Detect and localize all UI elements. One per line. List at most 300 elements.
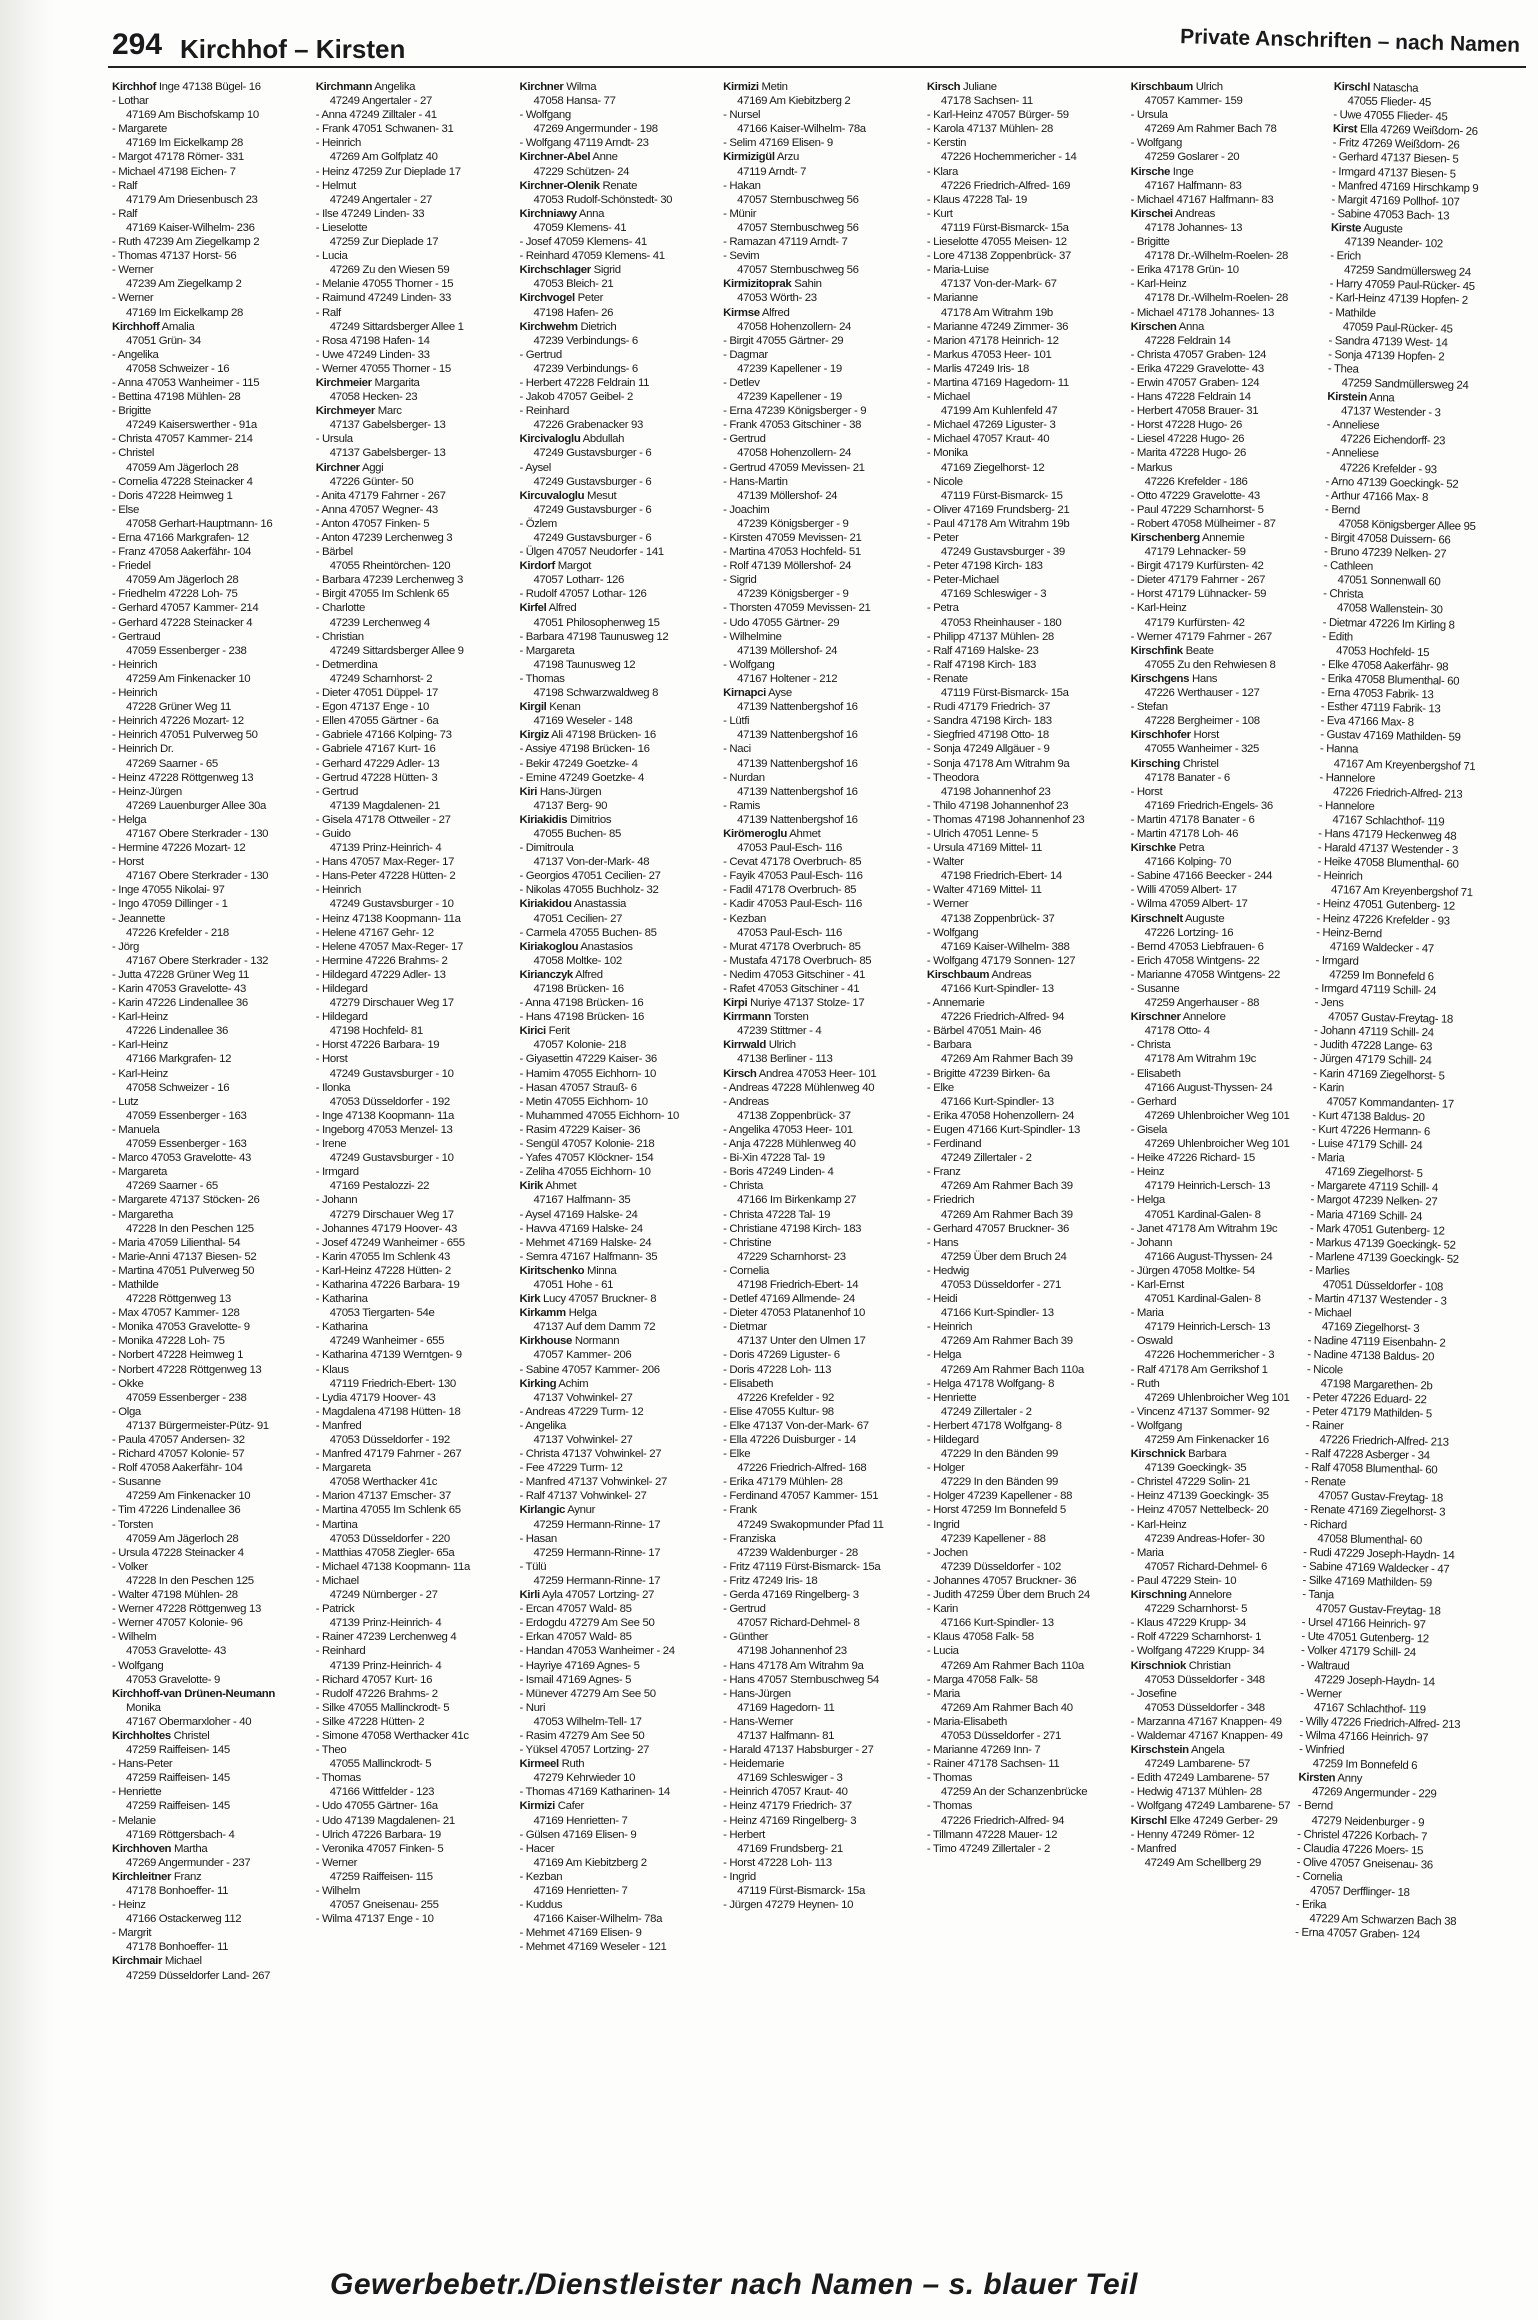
surname: Kirici [519,1025,546,1038]
household-member-entry: - Hans 47198 Brücken- 16 [519,1011,645,1024]
household-member-entry: - Helmut [315,179,356,192]
household-member-entry: - Olive 47057 Gneisenau- 36 [1296,1856,1434,1872]
household-member-entry: - Vincenz 47137 Sommer- 92 [1130,1405,1270,1418]
address-line: 47229 Am Schwarzen Bach 38 [1309,1913,1457,1929]
address-line: 47228 In den Peschen 125 [126,1222,254,1235]
household-member-entry: - Barbara 47198 Taunusweg 12 [519,630,669,643]
entry-details: Christian [1185,1659,1231,1672]
surname-entry [519,1306,717,1320]
entry-details: Ali 47198 Brücken- 16 [548,729,656,742]
household-member-entry: - Sonja 47178 Am Witrahm 9a [926,757,1070,770]
surname-entry [519,728,717,742]
address-line: 47057 Derfflinger- 18 [1310,1884,1410,1899]
surname: Kirsching [1130,757,1180,770]
address-line: 47239 Kapellener - 19 [737,391,842,404]
household-member-entry: - Rafet 47053 Gitschiner - 41 [723,983,860,995]
household-member-entry: - Bärbel [315,546,353,559]
surname: Kirschniok [1130,1659,1186,1672]
household-member-entry: - Fayik 47053 Paul-Esch- 116 [723,870,863,883]
household-member-entry: - Michael 47167 Halfmann- 83 [1130,193,1274,206]
household-member-entry: - Christa [723,1180,764,1193]
address-line: 47269 Am Rahmer Bach 110a [940,1659,1084,1672]
address-line: 47179 Heinrich-Lersch- 13 [1144,1321,1271,1334]
surname: Kiriakidou [519,898,572,911]
address-line: 47239 Andreas-Hofer- 30 [1144,1532,1265,1545]
entry-details: Normann [572,1335,620,1348]
address-line: 47269 Angermunder - 229 [1312,1786,1437,1801]
household-member-entry: - Ramis [723,799,760,812]
household-member-entry: - Ralf [315,306,341,319]
address-line: 47057 Gneisenau- 255 [329,1899,439,1912]
surname-entry [723,150,921,164]
address-line: 47169 Am Bischofskamp 10 [126,109,259,122]
address-line: 47166 Kolping- 70 [1144,856,1232,869]
household-member-entry: - Christa 47057 Kammer- 214 [112,433,253,446]
surname: Kirschei [1130,207,1173,220]
household-member-entry: - Marco 47053 Gravelotte- 43 [112,1152,251,1165]
surname-entry [723,996,921,1010]
address-line: 47169 Kaiser-Wilhelm- 236 [126,221,255,234]
household-member-entry: - Ella 47226 Duisburger - 14 [723,1434,856,1446]
household-member-entry: - Erdogdu 47279 Am See 50 [519,1617,655,1630]
entry-details: Anna [1367,391,1395,405]
address-line: 47229 In den Bänden 99 [940,1476,1058,1489]
household-member-entry: - Veronika 47057 Finken- 5 [315,1842,444,1855]
household-member-entry: - Jürgen 47279 Heynen- 10 [723,1899,854,1912]
household-member-entry: - Anneliese [1326,447,1380,461]
address-line: 47198 Hochfeld- 81 [329,1025,423,1038]
household-member-entry: - Gertrud [519,348,562,361]
household-member-entry: - Martina 47055 Im Schlenk 65 [315,1504,461,1517]
surname: Kirfel [519,602,547,615]
household-member-entry: - Klaus 47058 Falk- 58 [926,1631,1034,1644]
address-line: 47259 Raiffeisen- 145 [126,1800,230,1813]
household-member-entry: - Richard [1303,1518,1348,1532]
household-member-entry: - Erwin 47057 Graben- 124 [1130,376,1260,389]
household-member-entry: - Kuddus [519,1899,563,1912]
household-member-entry: - Ellen 47055 Gärtner - 6a [315,715,439,728]
household-member-entry: - Heinz [1130,1166,1165,1179]
directory-column-3 [519,80,717,2260]
household-member-entry: - Uwe 47055 Flieder- 45 [1333,109,1448,124]
household-member-entry: - Fee 47229 Turm- 12 [519,1462,623,1475]
address-line: 47269 Am Rahmer Bach 110a [940,1363,1084,1376]
household-member-entry: - Heinrich [315,137,361,150]
household-member-entry: - Norbert 47228 Heimweg 1 [112,1349,244,1362]
household-member-entry: - Tim 47226 Lindenallee 36 [112,1504,241,1517]
address-line: 47167 Holtener - 212 [737,672,838,685]
household-member-entry: - Erika 47058 Hohenzollern- 24 [926,1109,1075,1122]
surname-entry [1131,80,1329,94]
surname-entry [927,968,1125,982]
household-member-entry: - Thilo 47198 Johannenhof 23 [926,799,1069,812]
address-line: 47259 Hermann-Rinne- 17 [533,1518,661,1531]
household-member-entry: - Hildegard [926,1434,979,1446]
household-member-entry: - Irmgard 47119 Schill- 24 [1315,982,1437,998]
surname: Kirking [519,1377,557,1390]
address-line: 47139 Prinz-Heinrich- 4 [329,1617,442,1630]
address-line: 47259 Raiffeisen- 115 [329,1870,433,1883]
household-member-entry: - Assiye 47198 Brücken- 16 [519,743,650,756]
household-member-entry: - Walter 47169 Mittel- 11 [926,884,1042,897]
address-line: 47226 Krefelder - 93 [1340,461,1438,476]
household-member-entry: - Paul 47229 Scharnhorst- 5 [1130,503,1264,516]
household-member-entry: - Dimitroula [519,842,574,855]
household-member-entry: - Hanna [1320,743,1359,757]
address-line: 47259 Sandmüllersweg 24 [1344,264,1472,280]
household-member-entry: - Oliver 47169 Frundsberg- 21 [926,503,1070,516]
entry-details: Franz [171,1870,202,1883]
household-member-entry: - Ercan 47057 Wald- 85 [519,1603,632,1616]
household-member-entry: - Manfred 47169 Hirschkamp 9 [1331,179,1479,195]
address-line: 47139 Nattenbergshof 16 [737,701,858,714]
footer-note: Gewerbebetr./Dienstleister nach Namen – s. blauer Teil [330,2268,1138,2301]
household-member-entry: - Uwe 47249 Linden- 33 [315,348,430,361]
household-member-entry: - Else [112,503,140,516]
household-member-entry: - Hans-Werner [723,1715,794,1728]
address-line: 47166 Kurt-Spindler- 13 [940,1307,1054,1320]
household-member-entry: - Lucia [926,1645,959,1658]
household-member-entry: - Waltraud [1300,1659,1350,1673]
household-member-entry: - Markus 47139 Goeckingk- 52 [1309,1236,1457,1252]
household-member-entry: - Anna 47057 Wegner- 43 [315,503,438,516]
household-member-entry: - Richard 47057 Kolonie- 57 [112,1448,245,1461]
address-line: 47226 Hochemmericher - 3 [1144,1349,1275,1362]
household-member-entry: - Herbert 47228 Feldrain 11 [519,376,650,389]
address-line: 47259 Goslarer - 20 [1144,151,1240,164]
directory-column-4 [723,80,921,2260]
household-member-entry: - Jürgen 47058 Moltke- 54 [1130,1264,1255,1277]
address-line: 47269 Am Rahmer Bach 39 [940,1053,1073,1066]
surname-entry [519,150,717,164]
household-member-entry: - Horst 47228 Loh- 113 [723,1856,832,1869]
household-member-entry: - Andreas [723,1095,769,1108]
household-member-entry: - Jakob 47057 Geibel- 2 [519,391,633,404]
household-member-entry: - Elke 47137 Von-der-Mark- 67 [723,1419,869,1432]
surname: Kirschfink [1130,644,1183,657]
household-member-entry: - Handan 47053 Wanheimer - 24 [519,1645,675,1658]
entry-details: Aggi [359,461,384,474]
address-line: 47139 Möllershof- 24 [737,644,838,657]
household-member-entry: - Robert 47058 Mülheimer - 87 [1130,517,1276,530]
surname: Kirschstein [1130,1744,1189,1757]
address-line: 47249 Am Schellberg 29 [1144,1856,1262,1869]
address-line: 47057 Kolonie- 218 [533,1039,626,1052]
household-member-entry: - Gülsen 47169 Elisen- 9 [519,1828,637,1841]
household-member-entry: - Heinrich [1317,870,1364,884]
household-member-entry: - Angelika [112,348,159,361]
address-line: 47137 Unter den Ulmen 17 [737,1335,866,1348]
household-member-entry: - Henny 47249 Römer- 12 [1130,1828,1255,1841]
address-line: 47249 Zillertaler - 2 [940,1405,1032,1418]
address-line: 47053 Gravelotte- 43 [126,1645,227,1658]
address-line: 47166 August-Thyssen- 24 [1144,1081,1273,1094]
household-member-entry: - Renate [926,672,968,685]
household-member-entry: - Gertrud 47228 Hütten- 3 [315,771,438,784]
address-line: 47057 Richard-Dehmel- 6 [1144,1560,1267,1573]
household-member-entry: - Heinrich 47057 Kraut- 40 [723,1786,848,1799]
surname-entry [519,1799,717,1813]
household-member-entry: - Reinhard [315,1645,366,1658]
address-line: 47249 Kaiserswerther - 91a [126,419,257,432]
address-line: 47178 Bonhoeffer- 11 [126,1941,229,1954]
address-line: 47166 Kurt-Spindler- 13 [940,1617,1054,1630]
address-line: 47249 Angertaler - 27 [329,193,432,206]
address-line: 47239 Am Ziegelkamp 2 [126,278,242,291]
surname-entry [1131,165,1329,179]
household-member-entry: - Sonja 47139 Hopfen- 2 [1328,348,1445,364]
household-member-entry: - Marion 47137 Emscher- 37 [315,1490,451,1503]
surname: Kirpi [723,997,748,1010]
household-member-entry: - Hans [926,1236,959,1249]
household-member-entry: - Kezban [723,912,766,925]
surname-entry [1131,912,1329,926]
household-member-entry: - Renate [1304,1475,1346,1489]
household-member-entry: - Lutz [112,1095,139,1108]
household-member-entry: - Hermine 47226 Brahms- 2 [315,954,448,967]
household-member-entry: - Christa 47137 Vohwinkel- 27 [519,1448,662,1461]
household-member-entry: - Heinz 47051 Gutenberg- 12 [1316,898,1456,914]
household-member-entry: - Werner 47179 Fahrner - 267 [1130,630,1272,643]
entry-details: Ahmet [543,1180,577,1193]
address-line: 47137 Gabelsberger- 13 [329,447,446,460]
address-line: 47119 Arndt- 7 [737,165,807,178]
surname: Kirchhoff [112,320,160,333]
household-member-entry: - Klara [926,165,958,178]
household-member-entry: - Willy 47226 Friedrich-Alfred- 213 [1299,1715,1461,1731]
household-member-entry: - Barbara [926,1039,972,1052]
address-line: 47226 Grabenacker 93 [533,419,643,432]
household-member-entry: - Anna 47249 Zilltaler - 41 [315,109,437,122]
surname: Kirschen [1130,320,1177,333]
entry-details: Dietrich [577,320,617,333]
household-member-entry: - Margit 47169 Pollhof- 107 [1331,193,1460,209]
household-member-entry: - Lieselotte 47055 Meisen- 12 [926,236,1067,249]
address-line: 47051 Grün- 34 [126,334,201,347]
address-line: 47279 Dirschauer Weg 17 [329,1208,454,1221]
surname-entry [519,897,717,911]
household-member-entry: - Philipp 47137 Mühlen- 28 [926,630,1054,643]
household-member-entry: - Manfred [315,1419,362,1432]
address-line: 47226 Krefelder - 218 [126,926,229,939]
address-line: 47138 Berliner - 113 [737,1053,833,1066]
address-line: 47059 Paul-Rücker- 45 [1343,320,1454,336]
household-member-entry: - Kadir 47053 Paul-Esch- 116 [723,898,862,911]
household-member-entry: - Franz 47058 Aakerfähr- 104 [112,546,251,559]
address-line: 47169 Frundsberg- 21 [737,1842,843,1855]
household-member-entry: - Margot 47178 Römer- 331 [112,151,244,164]
address-line: 47229 Scharnhorst- 5 [1144,1603,1248,1616]
address-line: 47226 Günter- 50 [329,475,414,488]
household-member-entry: - Rudi 47179 Friedrich- 37 [926,701,1051,714]
entry-details: Ferit [545,1025,570,1038]
household-member-entry: - Henriette [112,1786,162,1799]
household-member-entry: - Udo 47055 Gärtner- 29 [723,616,840,629]
household-member-entry: - Elke [926,1081,954,1094]
household-member-entry: - Egon 47137 Enge - 10 [315,701,429,714]
household-member-entry: - Heinrich [315,884,361,897]
address-line: 47239 Königsberger - 9 [737,588,849,601]
household-member-entry: - Heidemarie [723,1758,785,1771]
address-line: 47059 Am Jägerloch 28 [126,574,239,587]
surname-entry [1131,1010,1329,1024]
household-member-entry: - Ute 47051 Gutenberg- 12 [1301,1630,1430,1646]
entry-details: Alfred [546,602,577,615]
household-member-entry: - Maria [1311,1151,1345,1165]
surname: Kirsche [1130,165,1170,178]
surname: Kirstein [1327,390,1368,404]
entry-details: Torsten [771,1011,809,1024]
address-line: 47053 Wilhelm-Tell- 17 [533,1715,642,1728]
entry-details: Inge 47138 Bügel- 16 [156,81,261,93]
entry-details: Angela [1188,1744,1225,1757]
address-line: 47269 Saarner - 65 [126,757,218,770]
address-line: 47249 Gustavsburger - 10 [329,898,454,911]
entry-details: Ayse [765,687,792,700]
household-member-entry: - Kirsten 47059 Mevissen- 21 [723,532,862,544]
entry-details: Arzu [774,151,799,164]
entry-details: Ayla 47057 Lortzing- 27 [539,1589,655,1602]
address-line: 47198 Brücken- 16 [533,983,624,995]
address-line: 47269 Angermunder - 198 [533,123,658,136]
household-member-entry: - Ursula 47228 Steinacker 4 [112,1546,244,1559]
address-line: 47226 Hochemmericher - 14 [940,151,1077,164]
household-member-entry: - Wilma 47059 Albert- 17 [1130,898,1248,911]
entry-details: Anna [1176,320,1204,333]
surname-entry [723,827,921,841]
household-member-entry: - Christel 47229 Solin- 21 [1130,1476,1251,1489]
address-line: 47269 Am Rahmer Bach 39 [940,1335,1073,1348]
surname: Kirst [1333,123,1358,136]
address-line: 47053 Düsseldorfer - 192 [329,1095,450,1108]
surname-entry [112,1729,310,1743]
household-member-entry: - Marita 47228 Hugo- 26 [1130,447,1247,460]
address-line: 47229 Scharnhorst- 23 [737,1250,846,1263]
household-member-entry: - Silke 47228 Hütten- 2 [315,1715,425,1728]
household-member-entry: - Giyasettin 47229 Kaiser- 36 [519,1053,657,1066]
surname-entry [519,1179,717,1193]
address-line: 47053 Düsseldorfer - 192 [329,1434,450,1446]
household-member-entry: - Christel [112,447,155,460]
household-member-entry: - Sabine 47166 Beecker - 244 [1130,870,1273,883]
household-member-entry: - Nuri [519,1701,546,1714]
address-line: 47269 Uhlenbroicher Weg 101 [1144,1138,1290,1151]
entry-details: Helga [565,1307,597,1320]
household-member-entry: - Naci [723,743,751,756]
address-line: 47239 Kapellener - 88 [940,1532,1046,1545]
address-line: 47059 Essenberger - 163 [126,1109,247,1122]
household-member-entry: - Manfred 47179 Fahrner - 267 [315,1448,462,1461]
household-member-entry: - Birgit 47055 Im Schlenk 65 [315,588,450,601]
household-member-entry: - Thomas 47169 Katharinen- 14 [519,1786,670,1799]
household-member-entry: - Henriette [926,1391,977,1404]
household-member-entry: - Wolfgang 47179 Sonnen- 127 [926,954,1076,967]
address-line: 47249 Nürnberger - 27 [329,1589,438,1602]
household-member-entry: - Özlem [519,517,557,530]
household-member-entry: - Nadine 47119 Eisenbahn- 2 [1307,1335,1446,1350]
household-member-entry: - Heidi [926,1293,958,1306]
address-line: 47169 Henrietten- 7 [533,1814,628,1827]
household-member-entry: - Bernd 47053 Liebfrauen- 6 [1130,940,1264,953]
directory-column-1 [112,80,310,2260]
household-member-entry: - Johann 47119 Schill- 24 [1314,1025,1435,1040]
surname-entry [519,1757,717,1771]
surname-entry [519,432,717,446]
household-member-entry: - Marga 47058 Falk- 58 [926,1673,1038,1686]
household-member-entry: - Mehmet 47169 Weseler - 121 [519,1941,667,1954]
address-line: 47178 Dr.-Wilhelm-Roelen- 28 [1144,292,1288,305]
household-member-entry: - Erika 47178 Grün- 10 [1130,264,1239,277]
surname: Kirmizitoprak [723,278,792,291]
household-member-entry: - Heinz 47179 Friedrich- 37 [723,1800,852,1813]
household-member-entry: - Silke 47055 Mallinckrodt- 5 [315,1701,450,1714]
household-member-entry: - Sigrid [723,574,757,587]
household-member-entry: - Gerhard 47228 Steinacker 4 [112,616,253,629]
household-member-entry: - Inge 47055 Nikolai- 97 [112,884,225,897]
address-line: 47229 Joseph-Haydn- 14 [1314,1673,1436,1689]
household-member-entry: - Marianne 47058 Wintgens- 22 [1130,968,1281,981]
surname-entry [316,80,514,94]
address-line: 47198 Schwarzwaldweg 8 [533,687,659,700]
surname: Kirgil [519,701,547,714]
surname-entry [1131,207,1329,221]
household-member-entry: - Brigitte [1130,236,1170,249]
address-line: 47269 Zu den Wiesen 59 [329,264,450,277]
address-line: 47055 Mallinckrodt- 5 [329,1758,432,1771]
household-member-entry: - Birgit 47058 Duissern- 66 [1324,531,1451,547]
household-member-entry: - Martin 47178 Loh- 46 [1130,827,1239,840]
household-member-entry: - Frank 47051 Schwanen- 31 [315,123,454,136]
page-title: Kirchhof – Kirsten [180,34,406,64]
surname: Kirchleitner [112,1870,172,1883]
entry-details: Abdullah [580,433,625,446]
household-member-entry: - Petra [926,602,959,615]
household-member-entry: - Thorsten 47059 Mevissen- 21 [723,602,871,615]
household-member-entry: - Werner [926,898,969,911]
household-member-entry: - Guido [315,827,351,840]
household-member-entry: - Elke [723,1448,751,1461]
surname: Kirschnick [1130,1448,1186,1461]
household-member-entry: - Ismail 47169 Agnes- 5 [519,1673,632,1686]
surname: Kirchner [315,461,360,474]
household-member-entry: - Lothar [112,95,149,108]
address-line: 47259 Raiffeisen- 145 [126,1772,230,1785]
household-member-entry: - Hannelore [1319,771,1376,785]
household-member-entry: - Nicole [1307,1363,1344,1376]
entry-details: Andreas [1172,207,1215,220]
household-member-entry: - Kerstin [926,137,967,150]
household-member-entry: - Gabriele 47167 Kurt- 16 [315,743,436,756]
household-member-entry: - Udo 47055 Gärtner- 16a [315,1800,438,1813]
address-line: 47169 Henrietten- 7 [533,1885,628,1897]
household-member-entry: - Holger [926,1462,965,1475]
household-member-entry: - Maria 47169 Schill- 24 [1310,1208,1423,1223]
household-member-entry: - Bernd [1325,503,1361,517]
surname: Kirchmann [315,81,373,93]
surname-entry [519,207,717,221]
household-member-entry: - Münever 47279 Am See 50 [519,1687,656,1700]
surname-entry [519,1588,717,1602]
surname-entry [519,785,717,799]
address-line: 47057 Gustav-Freytag- 18 [1328,1011,1454,1026]
household-member-entry: - Dietmar [723,1321,767,1334]
surname: Kirgiz [519,729,549,742]
address-line: 47269 Am Golfplatz 40 [329,151,438,164]
household-member-entry: - Helene 47167 Gehr- 12 [315,926,434,939]
household-member-entry: - Paul 47229 Stein- 10 [1130,1574,1237,1587]
address-line: 47169 Kaiser-Wilhelm- 388 [940,940,1070,953]
directory-column-2 [316,80,514,2260]
